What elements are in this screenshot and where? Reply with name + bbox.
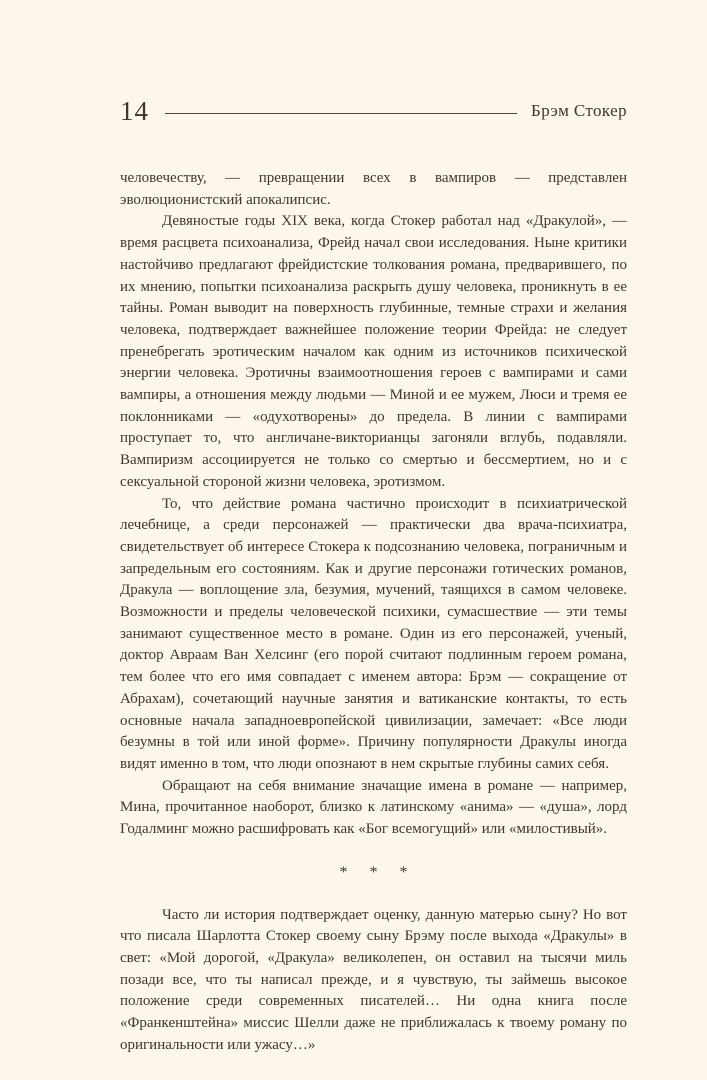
paragraph: человечеству, — превращении всех в вампиров — представлен эволюционистский апокалипсис.: [120, 170, 627, 208]
paragraph: Обращают на себя внимание значащие имена в романе — например, Мина, прочитанное наоборот, близко к латинскому «анима» — «душа», лорд Годалминг можно расшифровать как «Бог всемогущий» или «милостивый».: [120, 777, 627, 838]
paragraph: Девяностые годы XIX века, когда Стокер работал над «Дракулой», — время расцвета психоанализа, Фрейд начал свои исследования. Ныне критики настойчиво предлагают фрейдистские толкования романа, предварившего, по их мнению, попытки психоанализа раскрыть душу человека, проникнуть в ее тайны. Роман выводит на поверхность глубинные, темные страхи и желания человека, подтверждает важнейшее положение теории Фрейда: не следует пренебрегать эротическим началом как одним из источников психической энергии человека. Эротичны взаимоотношения героев с вампирами и сами вампиры, а отношения между людьми — Миной и ее мужем, Люси и тремя ее поклонниками — «одухотворены» до предела. В линии с вампирами проступает то, что англичане-викторианцы загоняли вглубь, подавляли. Вампиризм ассоциируется не только со смертью и бессмертием, но и с сексуальной стороной жизни человека, эротизмом.: [120, 213, 627, 490]
running-title: Брэм Стокер: [531, 101, 627, 120]
paragraph: То, что действие романа частично происходит в психиатрической лечебнице, а среди персонажей — практически два врача-психиатра, свидетельствует об интересе Стокера к подсознанию человека, пограничным и запредельным его состояниям. Как и другие персонажи готических романов, Дракула — воплощение зла, безумия, мучений, таящихся в самом человеке. Возможности и пределы человеческой психики, сумасшествие — эти темы занимают существенное место в романе. Один из его персонажей, ученый, доктор Авраам Ван Хелсинг (его порой считают подлинным героем романа, тем более что его имя совпадает с именем автора: Брэм — сокращение от Абрахам), сочетающий научные занятия и ватиканские контакты, то есть основные начала западноевропейской цивилизации, замечает: «Все люди безумны в той или иной форме». Причину популярности Дракулы иногда видят именно в том, что люди опознают в нем скрытые глубины самих себя.: [120, 495, 627, 772]
section-separator: * * *: [339, 863, 408, 881]
header-rule: [165, 113, 517, 114]
page-header: [120, 96, 627, 126]
paragraph: Часто ли история подтверждает оценку, данную матерью сыну? Но вот что писала Шарлотта Стокер своему сыну Брэму после выхода «Дракулы» в свет: «Мой дорогой, «Дракула» великолепен, он оставил на тысячи миль позади все, что ты написал прежде, и я чувствую, ты займешь высокое положение среди современных писателей… Ни одна книга после «Франкенштейна» миссис Шелли даже не приближалась к твоему роману по оригинальности или ужасу…»: [120, 906, 627, 1053]
page-number: 14: [120, 95, 149, 126]
body-text: [120, 168, 627, 1056]
